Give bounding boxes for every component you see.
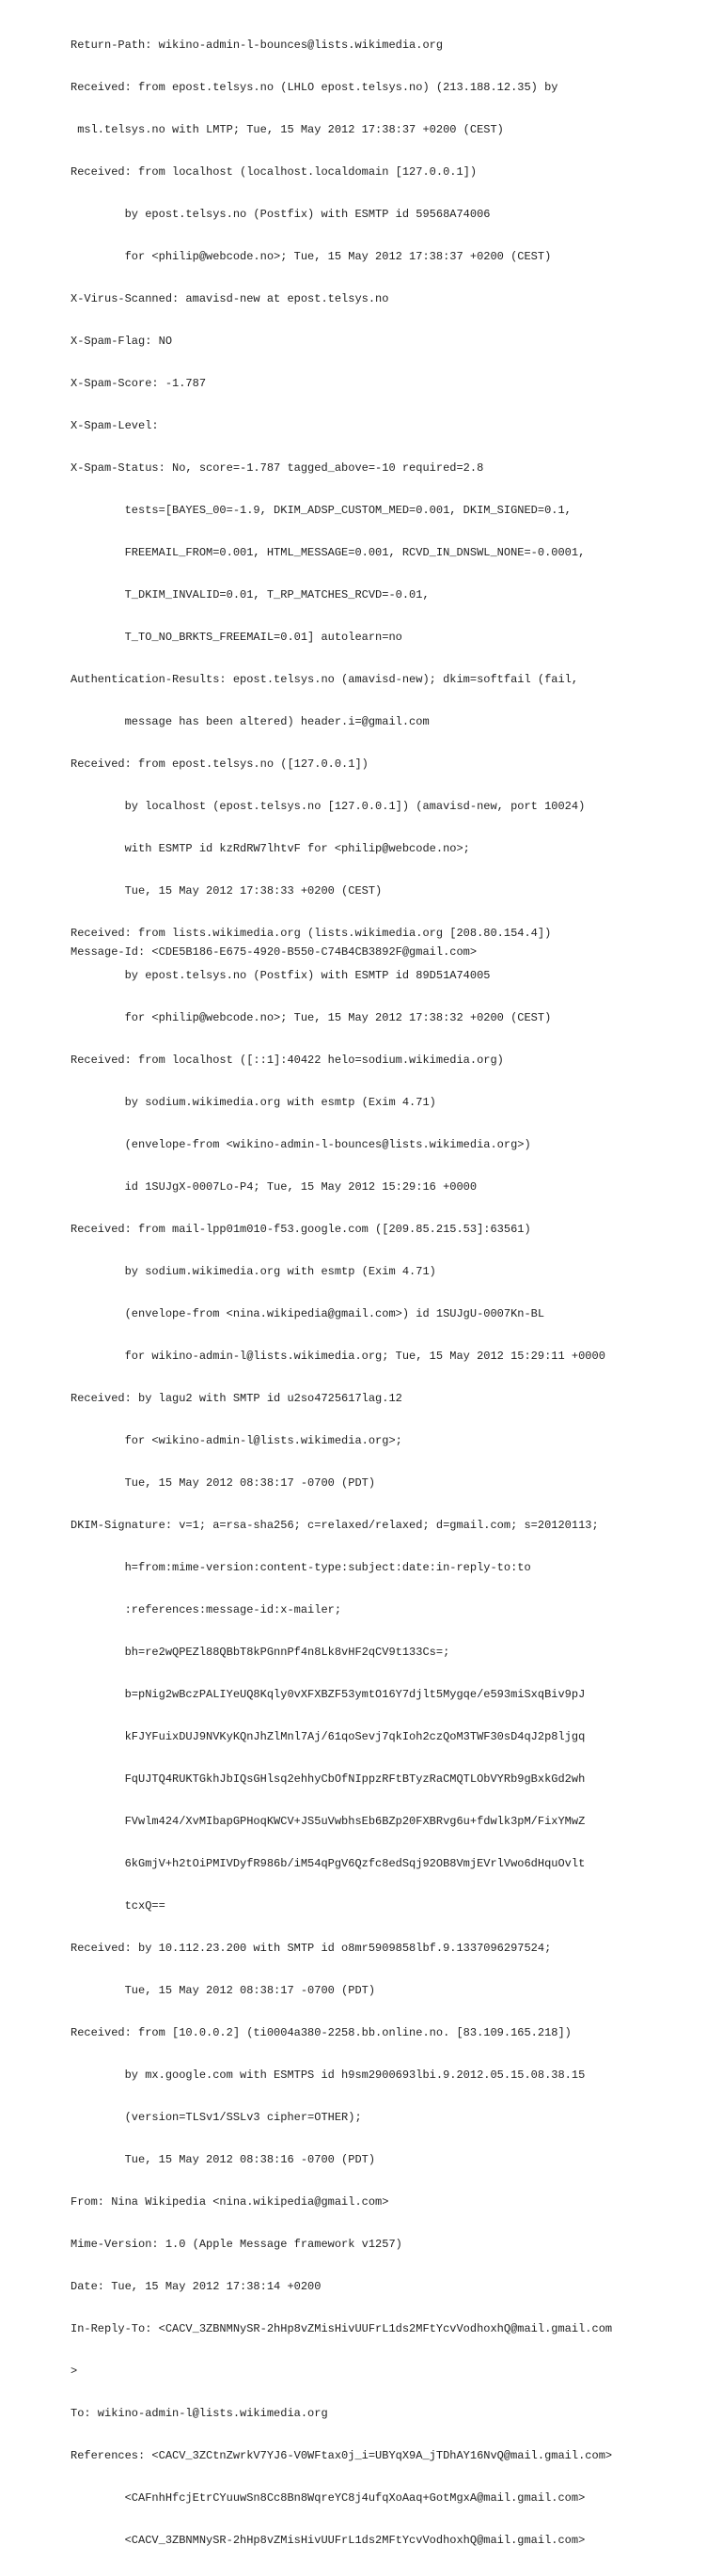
header-line: Received: from localhost ([::1]:40422 helo=sodium.wikimedia.org) <box>71 1054 504 1067</box>
header-line: for <philip@webcode.no>; Tue, 15 May 2012 17:38:32 +0200 (CEST) <box>71 1011 552 1024</box>
header-line: Tue, 15 May 2012 17:38:33 +0200 (CEST) <box>71 884 383 898</box>
header-line: DKIM-Signature: v=1; a=rsa-sha256; c=relaxed/relaxed; d=gmail.com; s=20120113; <box>71 1519 599 1532</box>
header-line: FVwlm424/XvMIbapGPHoqKWCV+JS5uVwbhsEb6BZp20FXBRvg6u+fdwlk3pM/FixYMwZ <box>71 1815 586 1828</box>
raw-email-headers <box>71 10 710 2576</box>
header-line: tcxQ== <box>71 1899 165 1912</box>
header-line: b=pNig2wBczPALIYeUQ8Kqly0vXFXBZF53ymtO16Y7djlt5Mygqe/e593miSxqBiv9pJ <box>71 1688 586 1701</box>
header-line: <CACV_3ZBNMNySR-2hHp8vZMisHivUUFrL1ds2MFtYcvVodhoxhQ@mail.gmail.com> <box>71 2534 586 2547</box>
header-line: by localhost (epost.telsys.no [127.0.0.1]) (amavisd-new, port 10024) <box>71 800 586 813</box>
message-id-header: Message-Id: <CDE5B186-E675-4920-B550-C74B4CB3892F@gmail.com> <box>71 945 478 959</box>
header-line: Received: by 10.112.23.200 with SMTP id o8mr5909858lbf.9.1337096297524; <box>71 1942 552 1955</box>
header-line: with ESMTP id kzRdRW7lhtvF for <philip@webcode.no>; <box>71 842 470 855</box>
header-line: (envelope-from <nina.wikipedia@gmail.com>) id 1SUJgU-0007Kn-BL <box>71 1307 545 1320</box>
header-line: Received: from localhost (localhost.localdomain [127.0.0.1]) <box>71 165 478 179</box>
header-line: for <wikino-admin-l@lists.wikimedia.org>; <box>71 1434 402 1447</box>
header-line: X-Virus-Scanned: amavisd-new at epost.telsys.no <box>71 292 389 305</box>
header-line: From: Nina Wikipedia <nina.wikipedia@gmail.com> <box>71 2195 389 2209</box>
header-line: Tue, 15 May 2012 08:38:17 -0700 (PDT) <box>71 1476 376 1490</box>
header-line: T_DKIM_INVALID=0.01, T_RP_MATCHES_RCVD=-0.01, <box>71 588 430 601</box>
header-line: (version=TLSv1/SSLv3 cipher=OTHER); <box>71 2111 362 2124</box>
header-line: message has been altered) header.i=@gmail.com <box>71 715 430 728</box>
header-line: Mime-Version: 1.0 (Apple Message framework v1257) <box>71 2238 402 2251</box>
header-line: X-Spam-Status: No, score=-1.787 tagged_above=-10 required=2.8 <box>71 461 484 475</box>
header-line: Received: by lagu2 with SMTP id u2so4725617lag.12 <box>71 1392 402 1405</box>
header-line: Date: Tue, 15 May 2012 17:38:14 +0200 <box>71 2280 322 2293</box>
header-line: In-Reply-To: <CACV_3ZBNMNySR-2hHp8vZMisHivUUFrL1ds2MFtYcvVodhoxhQ@mail.gmail.com <box>71 2322 613 2335</box>
header-line: Tue, 15 May 2012 08:38:17 -0700 (PDT) <box>71 1984 376 1997</box>
header-line: Received: from epost.telsys.no ([127.0.0.1]) <box>71 757 369 771</box>
header-line: Received: from lists.wikimedia.org (lists.wikimedia.org [208.80.154.4]) <box>71 927 552 940</box>
header-line: (envelope-from <wikino-admin-l-bounces@lists.wikimedia.org>) <box>71 1138 531 1151</box>
header-line: Received: from epost.telsys.no (LHLO epost.telsys.no) (213.188.12.35) by <box>71 81 558 94</box>
header-line: tests=[BAYES_00=-1.9, DKIM_ADSP_CUSTOM_MED=0.001, DKIM_SIGNED=0.1, <box>71 504 572 517</box>
header-line: > <box>71 2365 78 2378</box>
header-line: References: <CACV_3ZCtnZwrkV7YJ6-V0WFtax0j_i=UBYqX9A_jTDhAY16NvQ@mail.gmail.com> <box>71 2449 613 2462</box>
header-line: by epost.telsys.no (Postfix) with ESMTP id 89D51A74005 <box>71 969 491 982</box>
header-line: h=from:mime-version:content-type:subject:date:in-reply-to:to <box>71 1561 531 1574</box>
header-line: for <philip@webcode.no>; Tue, 15 May 2012 17:38:37 +0200 (CEST) <box>71 250 552 263</box>
header-line: Return-Path: wikino-admin-l-bounces@lists.wikimedia.org <box>71 39 444 52</box>
header-line: Authentication-Results: epost.telsys.no (amavisd-new); dkim=softfail (fail, <box>71 673 579 686</box>
header-line: X-Spam-Flag: NO <box>71 335 173 348</box>
header-line: :references:message-id:x-mailer; <box>71 1603 342 1616</box>
header-line: To: wikino-admin-l@lists.wikimedia.org <box>71 2407 328 2420</box>
header-line: FqUJTQ4RUKTGkhJbIQsGHlsq2ehhyCbOfNIppzRFtBTyzRaCMQTLObVYRb9gBxkGd2wh <box>71 1772 586 1786</box>
header-line: Received: from [10.0.0.2] (ti0004a380-2258.bb.online.no. [83.109.165.218]) <box>71 2026 572 2039</box>
header-line: by sodium.wikimedia.org with esmtp (Exim 4.71) <box>71 1096 436 1109</box>
header-line: FREEMAIL_FROM=0.001, HTML_MESSAGE=0.001, RCVD_IN_DNSWL_NONE=-0.0001, <box>71 546 586 559</box>
header-line: bh=re2wQPEZl88QBbT8kPGnnPf4n8Lk8vHF2qCV9t133Cs=; <box>71 1646 450 1659</box>
header-line: Received: from mail-lpp01m010-f53.google.com ([209.85.215.53]:63561) <box>71 1223 531 1236</box>
header-line: by epost.telsys.no (Postfix) with ESMTP id 59568A74006 <box>71 208 491 221</box>
header-line: <CAFnhHfcjEtrCYuuwSn8Cc8Bn8WqreYC8j4ufqXoAaq+GotMgxA@mail.gmail.com> <box>71 2491 586 2505</box>
header-line: X-Spam-Score: -1.787 <box>71 377 207 390</box>
header-line: kFJYFuixDUJ9NVKyKQnJhZlMnl7Aj/61qoSevj7qkIoh2czQoM3TWF30sD4qJ2p8ljgq <box>71 1730 586 1743</box>
header-line: 6kGmjV+h2tOiPMIVDyfR986b/iM54qPgV6Qzfc8edSqj92OB8VmjEVrlVwo6dHquOvlt <box>71 1857 586 1870</box>
header-line: id 1SUJgX-0007Lo-P4; Tue, 15 May 2012 15:29:16 +0000 <box>71 1180 478 1194</box>
header-line: T_TO_NO_BRKTS_FREEMAIL=0.01] autolearn=no <box>71 631 402 644</box>
header-line: for wikino-admin-l@lists.wikimedia.org; Tue, 15 May 2012 15:29:11 +0000 <box>71 1350 605 1363</box>
header-line: X-Spam-Level: <box>71 419 159 432</box>
header-line: by sodium.wikimedia.org with esmtp (Exim 4.71) <box>71 1265 436 1278</box>
header-line: msl.telsys.no with LMTP; Tue, 15 May 2012 17:38:37 +0200 (CEST) <box>71 123 504 136</box>
header-line: Tue, 15 May 2012 08:38:16 -0700 (PDT) <box>71 2153 376 2166</box>
header-line: by mx.google.com with ESMTPS id h9sm2900693lbi.9.2012.05.15.08.38.15 <box>71 2069 586 2082</box>
